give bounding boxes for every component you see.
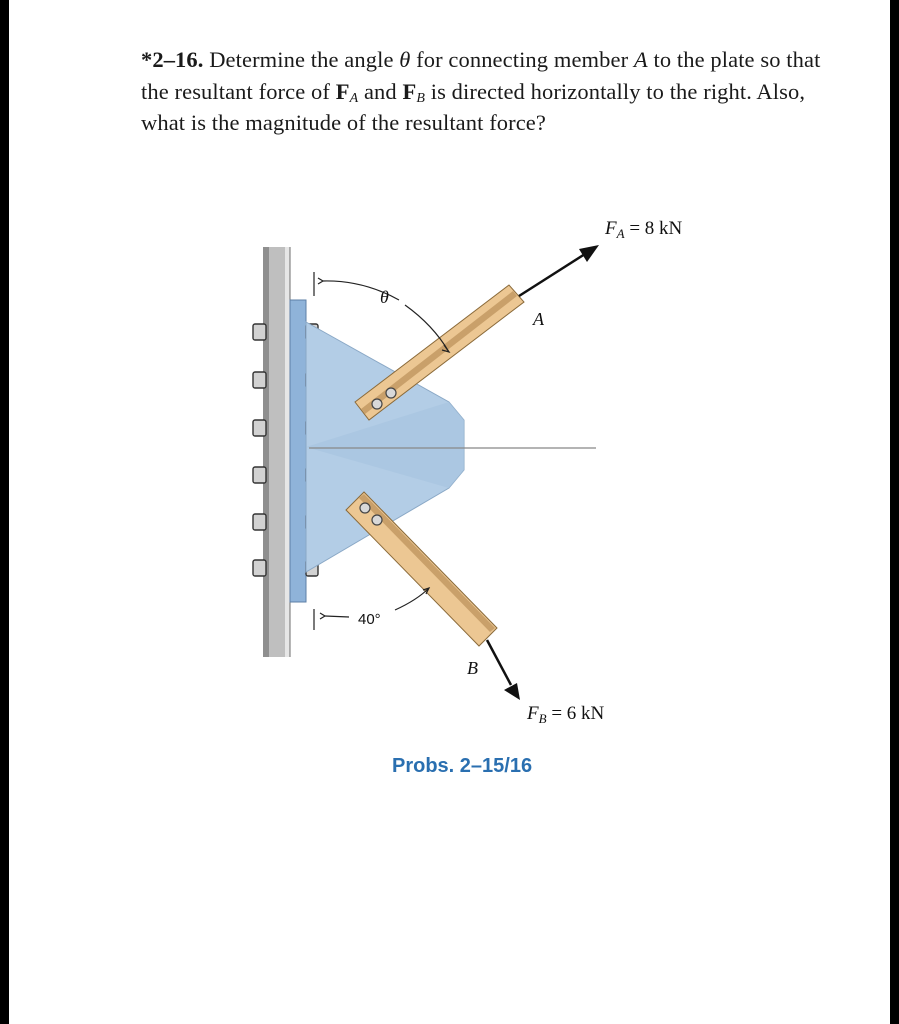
force-arrow-fb <box>487 640 520 700</box>
theta-symbol: θ <box>399 47 411 72</box>
member-name: A <box>633 47 648 72</box>
problem-statement: *2–16. Determine the angle θ for connecting member A to the plate so that the resultant force of $F_A$ and $F_B$ is directed horizontally to the right. Also, what is the magnitude of the resultant force? <box>141 47 821 135</box>
mounting-flange <box>290 300 306 602</box>
page <box>9 0 890 1024</box>
force-fb: $F_B$ <box>402 78 425 106</box>
angle-b-label: 40° <box>358 611 381 628</box>
wall <box>263 247 290 657</box>
figure-caption: Probs. 2–15/16 <box>392 755 533 777</box>
theta-label: θ <box>380 287 389 307</box>
member-a-label: A <box>533 309 544 329</box>
member-b-label: B <box>467 658 478 678</box>
fb-label: $F_B = 6$ kN <box>527 703 605 726</box>
force-arrow-fa <box>519 245 599 296</box>
problem-number: *2–16. <box>141 47 204 72</box>
force-diagram <box>9 0 890 1024</box>
fa-label: $F_A = 8$ kN <box>605 218 683 241</box>
force-fa: $F_A$ <box>335 78 359 106</box>
